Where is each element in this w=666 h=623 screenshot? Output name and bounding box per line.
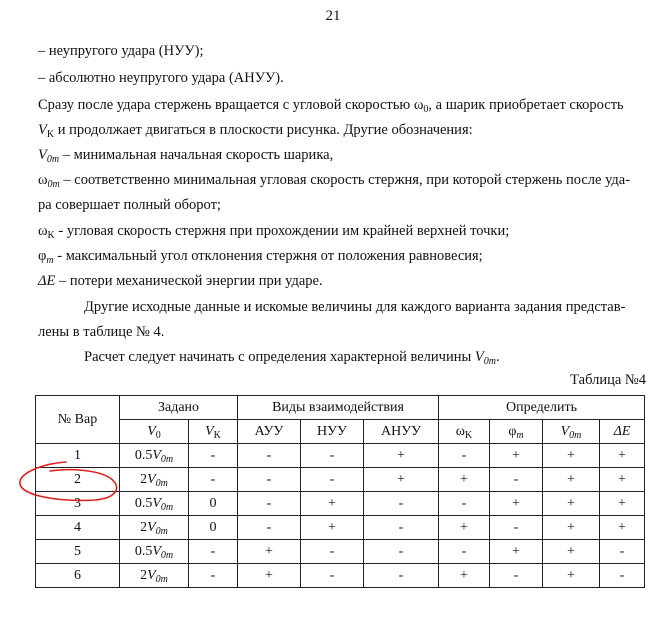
cell-de: + (600, 516, 645, 540)
list-item-nuu: – неупругого удара (НУУ); (38, 43, 204, 59)
cell-var: 6 (36, 564, 120, 588)
header-determine: Определить (439, 396, 645, 420)
paragraph-line: лены в таблице № 4. (38, 324, 165, 340)
table-row (36, 540, 645, 564)
table-row (36, 564, 645, 588)
paragraph-line: Другие исходные данные и искомые величины для каждого варианта задания представ- (84, 299, 626, 315)
cell-phi: - (490, 468, 543, 492)
cell-vk: - (189, 540, 238, 564)
cell-v0m: + (543, 492, 600, 516)
table-row (36, 492, 645, 516)
cell-de: + (600, 444, 645, 468)
cell-anuu: + (364, 468, 439, 492)
table-row (36, 444, 645, 468)
cell-phi: + (490, 540, 543, 564)
cell-nuu: - (301, 564, 364, 588)
header-var: № Вар (36, 396, 120, 444)
cell-nuu: + (301, 492, 364, 516)
cell-auu: - (238, 516, 301, 540)
cell-anuu: - (364, 516, 439, 540)
header-auu: АУУ (238, 420, 301, 444)
cell-vk: 0 (189, 516, 238, 540)
definition-w0m-cont: ра совершает полный оборот; (38, 197, 221, 213)
cell-vk: - (189, 444, 238, 468)
cell-var: 5 (36, 540, 120, 564)
header-de: ΔE (600, 420, 645, 444)
cell-auu: - (238, 492, 301, 516)
cell-var: 2 (36, 468, 120, 492)
definition-w0m: $\omega_{0m}$ – соответственно минимальная угловая скорость стержня, при которой стержень после уда- (38, 172, 631, 190)
cell-wk: - (439, 492, 490, 516)
header-anuu: АНУУ (364, 420, 439, 444)
header-wk: $\omega_K$ (439, 420, 490, 444)
list-item-anuu: – абсолютно неупругого удара (АНУУ). (38, 70, 284, 86)
cell-nuu: + (301, 516, 364, 540)
cell-v0: $2V_{0m}$ (120, 564, 189, 588)
definition-phi: $\varphi_m$ - максимальный угол отклонения стержня от положения равновесия; (38, 248, 483, 266)
cell-vk: - (189, 564, 238, 588)
cell-wk: - (439, 540, 490, 564)
header-v0m: $V_{0m}$ (543, 420, 600, 444)
page-number: 21 (325, 8, 341, 24)
cell-v0: $0.5V_{0m}$ (120, 492, 189, 516)
cell-de: + (600, 492, 645, 516)
header-nuu: НУУ (301, 420, 364, 444)
cell-v0: $2V_{0m}$ (120, 468, 189, 492)
cell-de: - (600, 540, 645, 564)
variants-table (35, 395, 645, 588)
cell-var: 3 (36, 492, 120, 516)
paragraph-line: $V_K$ и продолжает двигаться в плоскости рисунка. Другие обозначения: (38, 122, 473, 140)
header-vk: $V_K$ (189, 420, 238, 444)
cell-vk: - (189, 468, 238, 492)
cell-auu: - (238, 444, 301, 468)
cell-de: + (600, 468, 645, 492)
cell-var: 4 (36, 516, 120, 540)
cell-de: - (600, 564, 645, 588)
definition-de: ΔE – потери механической энергии при ударе. (38, 273, 323, 289)
definition-wk: $\omega_K$ - угловая скорость стержня при прохождении им крайней верхней точки; (38, 223, 510, 241)
cell-wk: - (439, 444, 490, 468)
cell-wk: + (439, 516, 490, 540)
cell-v0m: + (543, 444, 600, 468)
cell-auu: - (238, 468, 301, 492)
cell-var: 1 (36, 444, 120, 468)
header-v0: $V_0$ (120, 420, 189, 444)
cell-anuu: - (364, 540, 439, 564)
header-phi: $\varphi_m$ (490, 420, 543, 444)
cell-nuu: - (301, 540, 364, 564)
cell-wk: + (439, 468, 490, 492)
cell-phi: + (490, 492, 543, 516)
cell-v0: $0.5V_{0m}$ (120, 540, 189, 564)
cell-v0: $2V_{0m}$ (120, 516, 189, 540)
cell-nuu: - (301, 444, 364, 468)
header-interaction-types: Виды взаимодействия (238, 396, 439, 420)
table-row (36, 468, 645, 492)
cell-v0m: + (543, 564, 600, 588)
cell-v0: $0.5V_{0m}$ (120, 444, 189, 468)
cell-wk: + (439, 564, 490, 588)
cell-anuu: + (364, 444, 439, 468)
definition-v0m: $V_{0m}$ – минимальная начальная скорость шарика, (38, 147, 334, 165)
header-given: Задано (120, 396, 238, 420)
cell-anuu: - (364, 564, 439, 588)
cell-nuu: - (301, 468, 364, 492)
cell-anuu: - (364, 492, 439, 516)
cell-phi: - (490, 564, 543, 588)
paragraph-line: Сразу после удара стержень вращается с угловой скоростью $\omega_0$, а шарик приобретает скорость (38, 97, 624, 115)
cell-v0m: + (543, 540, 600, 564)
cell-vk: 0 (189, 492, 238, 516)
table-caption: Таблица №4 (570, 372, 646, 388)
cell-auu: + (238, 564, 301, 588)
paragraph-line: Расчет следует начинать с определения характерной величины $V_{0m}$. (84, 349, 500, 367)
cell-v0m: + (543, 468, 600, 492)
cell-phi: + (490, 444, 543, 468)
table-row (36, 516, 645, 540)
cell-phi: - (490, 516, 543, 540)
cell-auu: + (238, 540, 301, 564)
cell-v0m: + (543, 516, 600, 540)
